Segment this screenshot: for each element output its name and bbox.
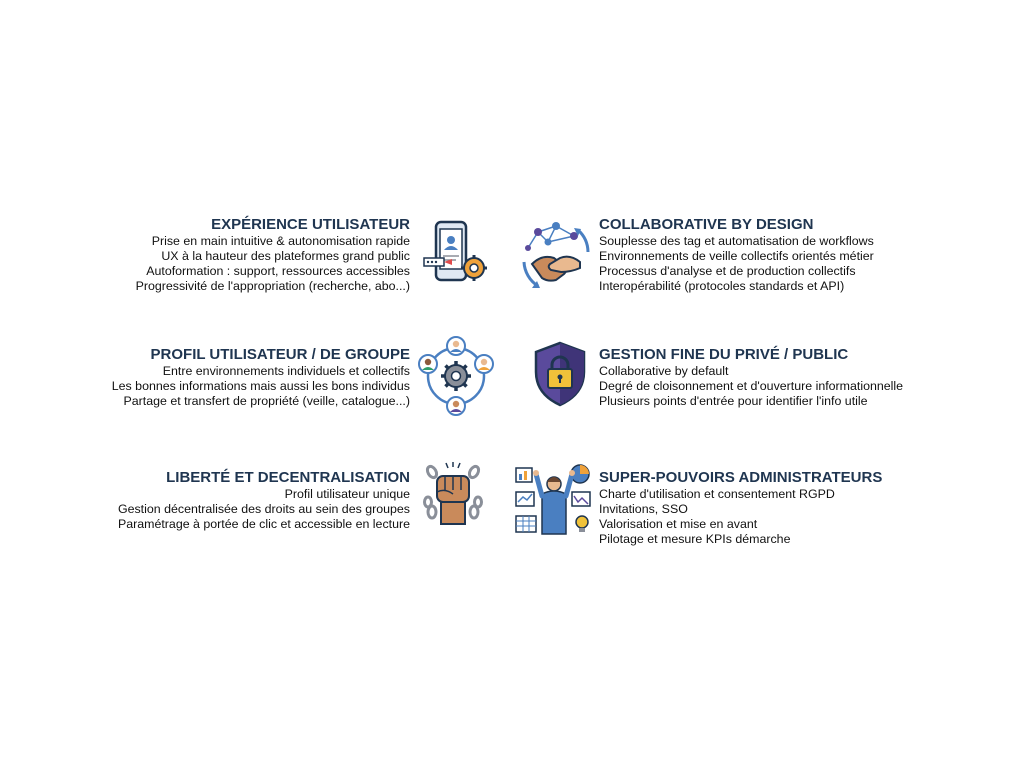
block-title: SUPER-POUVOIRS ADMINISTRATEURS xyxy=(599,469,883,486)
block-experience-utilisateur xyxy=(136,216,410,294)
block-gestion-prive-public xyxy=(599,346,903,409)
block-line: Plusieurs points d'entrée pour identifier l'info utile xyxy=(599,394,868,408)
block-line: Invitations, SSO xyxy=(599,502,688,516)
block-title: PROFIL UTILISATEUR / DE GROUPE xyxy=(150,346,410,363)
block-line: Pilotage et mesure KPIs démarche xyxy=(599,532,791,546)
block-line: Prise en main intuitive & autonomisation rapide xyxy=(151,234,410,248)
block-line: Souplesse des tag et automatisation de workflows xyxy=(599,234,874,248)
shield-lock-icon xyxy=(532,340,588,413)
block-collaborative-by-design xyxy=(599,216,874,294)
block-title: GESTION FINE DU PRIVÉ / PUBLIC xyxy=(599,346,849,363)
smartphone-gear-icon xyxy=(420,218,492,295)
block-line: UX à la hauteur des plateformes grand public xyxy=(161,249,410,263)
block-super-pouvoirs xyxy=(599,469,882,547)
block-line: Progressivité de l'appropriation (recherche, abo...) xyxy=(135,279,410,293)
block-line: Gestion décentralisée des droits au sein des groupes xyxy=(117,502,410,516)
block-line: Valorisation et mise en avant xyxy=(599,517,758,531)
block-line: Les bonnes informations mais aussi les bons individus xyxy=(111,379,410,393)
block-title: EXPÉRIENCE UTILISATEUR xyxy=(211,216,410,233)
block-title: LIBERTÉ ET DECENTRALISATION xyxy=(166,469,410,486)
handshake-network-icon xyxy=(518,218,594,299)
admin-dashboard-icon xyxy=(512,460,596,545)
block-line: Partage et transfert de propriété (veille, catalogue...) xyxy=(123,394,410,408)
block-line: Interopérabilité (protocoles standards et API) xyxy=(599,279,845,293)
block-line: Paramétrage à portée de clic et accessible en lecture xyxy=(117,517,410,531)
fist-broken-chain-icon xyxy=(420,462,486,535)
block-line: Processus d'analyse et de production collectifs xyxy=(599,264,856,278)
block-title: COLLABORATIVE BY DESIGN xyxy=(599,216,814,233)
block-profil-utilisateur xyxy=(112,346,410,409)
block-line: Charte d'utilisation et consentement RGPD xyxy=(599,487,835,501)
block-line: Autoformation : support, ressources accessibles xyxy=(146,264,410,278)
block-line: Collaborative by default xyxy=(599,364,729,378)
group-gear-icon xyxy=(414,334,498,423)
block-liberte-decentralisation xyxy=(118,469,410,532)
block-line: Degré de cloisonnement et d'ouverture informationnelle xyxy=(599,379,904,393)
block-line: Profil utilisateur unique xyxy=(284,487,410,501)
block-line: Environnements de veille collectifs orientés métier xyxy=(599,249,874,263)
block-line: Entre environnements individuels et collectifs xyxy=(162,364,410,378)
